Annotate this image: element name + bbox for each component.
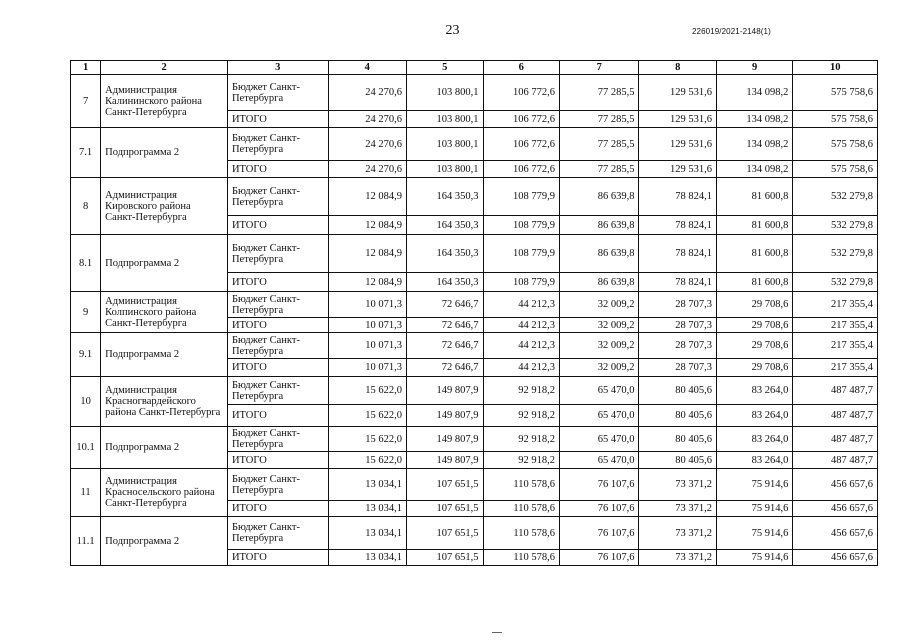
value-cell-col-10: 575 758,6 bbox=[793, 111, 878, 128]
value-cell-col-10: 217 355,4 bbox=[793, 318, 878, 333]
value-cell-col-6: 44 212,3 bbox=[483, 318, 559, 333]
value-cell-col-4: 10 071,3 bbox=[328, 333, 406, 359]
value-cell-col-8: 129 531,6 bbox=[639, 75, 716, 111]
value-cell-col-6: 92 918,2 bbox=[483, 427, 559, 452]
funding-source-label: Бюджет Санкт-Петербурга bbox=[227, 128, 328, 161]
value-cell-col-10: 487 487,7 bbox=[793, 452, 878, 469]
organization-name: Подпрограмма 2 bbox=[101, 427, 228, 469]
funding-source-label: Бюджет Санкт-Петербурга bbox=[227, 377, 328, 405]
value-cell-col-9: 81 600,8 bbox=[716, 216, 792, 235]
value-cell-col-9: 29 708,6 bbox=[716, 359, 792, 377]
funding-source-label: Бюджет Санкт-Петербурга bbox=[227, 469, 328, 501]
row-number: 7 bbox=[71, 75, 101, 128]
value-cell-col-8: 80 405,6 bbox=[639, 427, 716, 452]
value-cell-col-7: 32 009,2 bbox=[559, 333, 638, 359]
table-row-budget bbox=[71, 235, 878, 273]
value-cell-col-8: 78 824,1 bbox=[639, 273, 716, 292]
total-label: ИТОГО bbox=[227, 318, 328, 333]
value-cell-col-4: 10 071,3 bbox=[328, 318, 406, 333]
value-cell-col-9: 29 708,6 bbox=[716, 333, 792, 359]
value-cell-col-5: 149 807,9 bbox=[407, 427, 483, 452]
value-cell-col-6: 106 772,6 bbox=[483, 111, 559, 128]
value-cell-col-7: 77 285,5 bbox=[559, 75, 638, 111]
row-number: 9 bbox=[71, 292, 101, 333]
value-cell-col-7: 65 470,0 bbox=[559, 427, 638, 452]
value-cell-col-6: 106 772,6 bbox=[483, 128, 559, 161]
value-cell-col-8: 73 371,2 bbox=[639, 469, 716, 501]
value-cell-col-5: 72 646,7 bbox=[407, 333, 483, 359]
value-cell-col-7: 77 285,5 bbox=[559, 128, 638, 161]
value-cell-col-9: 29 708,6 bbox=[716, 292, 792, 318]
column-header-10: 10 bbox=[793, 61, 878, 75]
value-cell-col-7: 76 107,6 bbox=[559, 550, 638, 566]
value-cell-col-8: 78 824,1 bbox=[639, 235, 716, 273]
value-cell-col-6: 110 578,6 bbox=[483, 469, 559, 501]
value-cell-col-4: 24 270,6 bbox=[328, 75, 406, 111]
value-cell-col-9: 29 708,6 bbox=[716, 318, 792, 333]
value-cell-col-10: 217 355,4 bbox=[793, 292, 878, 318]
document-code: 226019/2021-2148(1) bbox=[692, 27, 771, 36]
value-cell-col-5: 164 350,3 bbox=[407, 216, 483, 235]
table-row-budget bbox=[71, 128, 878, 161]
value-cell-col-8: 73 371,2 bbox=[639, 550, 716, 566]
value-cell-col-5: 103 800,1 bbox=[407, 128, 483, 161]
value-cell-col-9: 75 914,6 bbox=[716, 550, 792, 566]
value-cell-col-10: 532 279,8 bbox=[793, 178, 878, 216]
value-cell-col-10: 575 758,6 bbox=[793, 75, 878, 111]
value-cell-col-5: 164 350,3 bbox=[407, 178, 483, 216]
value-cell-col-7: 76 107,6 bbox=[559, 517, 638, 550]
value-cell-col-8: 28 707,3 bbox=[639, 333, 716, 359]
value-cell-col-6: 44 212,3 bbox=[483, 292, 559, 318]
value-cell-col-4: 12 084,9 bbox=[328, 216, 406, 235]
value-cell-col-4: 24 270,6 bbox=[328, 111, 406, 128]
row-number: 9.1 bbox=[71, 333, 101, 377]
value-cell-col-9: 83 264,0 bbox=[716, 405, 792, 427]
row-number: 10 bbox=[71, 377, 101, 427]
value-cell-col-5: 107 651,5 bbox=[407, 517, 483, 550]
value-cell-col-4: 13 034,1 bbox=[328, 501, 406, 517]
value-cell-col-4: 15 622,0 bbox=[328, 427, 406, 452]
column-header-1: 1 bbox=[71, 61, 101, 75]
value-cell-col-8: 129 531,6 bbox=[639, 111, 716, 128]
value-cell-col-8: 129 531,6 bbox=[639, 161, 716, 178]
organization-name: Подпрограмма 2 bbox=[101, 235, 228, 292]
value-cell-col-7: 86 639,8 bbox=[559, 273, 638, 292]
value-cell-col-5: 164 350,3 bbox=[407, 235, 483, 273]
value-cell-col-9: 134 098,2 bbox=[716, 75, 792, 111]
value-cell-col-7: 86 639,8 bbox=[559, 178, 638, 216]
value-cell-col-4: 24 270,6 bbox=[328, 161, 406, 178]
column-header-2: 2 bbox=[101, 61, 228, 75]
table-row-budget bbox=[71, 427, 878, 452]
value-cell-col-6: 110 578,6 bbox=[483, 517, 559, 550]
row-number: 8 bbox=[71, 178, 101, 235]
column-header-7: 7 bbox=[559, 61, 638, 75]
value-cell-col-9: 83 264,0 bbox=[716, 427, 792, 452]
value-cell-col-10: 487 487,7 bbox=[793, 377, 878, 405]
table-row-budget bbox=[71, 469, 878, 501]
total-label: ИТОГО bbox=[227, 452, 328, 469]
value-cell-col-5: 72 646,7 bbox=[407, 292, 483, 318]
value-cell-col-9: 75 914,6 bbox=[716, 501, 792, 517]
value-cell-col-9: 134 098,2 bbox=[716, 111, 792, 128]
value-cell-col-7: 65 470,0 bbox=[559, 405, 638, 427]
table-row-budget bbox=[71, 333, 878, 359]
value-cell-col-9: 81 600,8 bbox=[716, 273, 792, 292]
organization-name: Подпрограмма 2 bbox=[101, 517, 228, 566]
page-number: 23 bbox=[445, 23, 460, 38]
table-row-budget bbox=[71, 75, 878, 111]
value-cell-col-5: 107 651,5 bbox=[407, 469, 483, 501]
value-cell-col-7: 32 009,2 bbox=[559, 359, 638, 377]
value-cell-col-7: 86 639,8 bbox=[559, 235, 638, 273]
value-cell-col-10: 456 657,6 bbox=[793, 501, 878, 517]
budget-table bbox=[70, 60, 878, 566]
funding-source-label: Бюджет Санкт-Петербурга bbox=[227, 75, 328, 111]
total-label: ИТОГО bbox=[227, 405, 328, 427]
value-cell-col-6: 92 918,2 bbox=[483, 377, 559, 405]
value-cell-col-10: 487 487,7 bbox=[793, 427, 878, 452]
value-cell-col-4: 13 034,1 bbox=[328, 550, 406, 566]
value-cell-col-8: 28 707,3 bbox=[639, 359, 716, 377]
value-cell-col-9: 134 098,2 bbox=[716, 161, 792, 178]
value-cell-col-6: 106 772,6 bbox=[483, 75, 559, 111]
value-cell-col-9: 134 098,2 bbox=[716, 128, 792, 161]
funding-source-label: Бюджет Санкт-Петербурга bbox=[227, 517, 328, 550]
value-cell-col-5: 103 800,1 bbox=[407, 111, 483, 128]
total-label: ИТОГО bbox=[227, 216, 328, 235]
value-cell-col-4: 15 622,0 bbox=[328, 452, 406, 469]
value-cell-col-8: 28 707,3 bbox=[639, 292, 716, 318]
column-header-3: 3 bbox=[227, 61, 328, 75]
value-cell-col-10: 532 279,8 bbox=[793, 235, 878, 273]
value-cell-col-4: 13 034,1 bbox=[328, 517, 406, 550]
total-label: ИТОГО bbox=[227, 501, 328, 517]
row-number: 8.1 bbox=[71, 235, 101, 292]
row-number: 10.1 bbox=[71, 427, 101, 469]
column-header-9: 9 bbox=[716, 61, 792, 75]
funding-source-label: Бюджет Санкт-Петербурга bbox=[227, 292, 328, 318]
table-row-budget bbox=[71, 377, 878, 405]
value-cell-col-8: 129 531,6 bbox=[639, 128, 716, 161]
column-header-6: 6 bbox=[483, 61, 559, 75]
organization-name: Подпрограмма 2 bbox=[101, 333, 228, 377]
value-cell-col-4: 13 034,1 bbox=[328, 469, 406, 501]
page-mark bbox=[492, 632, 502, 633]
organization-name: Администрация Калининского района Санкт-Петербурга bbox=[101, 75, 228, 128]
value-cell-col-4: 10 071,3 bbox=[328, 292, 406, 318]
funding-source-label: Бюджет Санкт-Петербурга bbox=[227, 178, 328, 216]
value-cell-col-7: 77 285,5 bbox=[559, 161, 638, 178]
value-cell-col-9: 75 914,6 bbox=[716, 469, 792, 501]
value-cell-col-8: 80 405,6 bbox=[639, 377, 716, 405]
organization-name: Администрация Колпинского района Санкт-Петербурга bbox=[101, 292, 228, 333]
table-row-budget bbox=[71, 517, 878, 550]
value-cell-col-7: 32 009,2 bbox=[559, 318, 638, 333]
table-body bbox=[71, 75, 878, 566]
value-cell-col-5: 164 350,3 bbox=[407, 273, 483, 292]
value-cell-col-8: 78 824,1 bbox=[639, 216, 716, 235]
value-cell-col-7: 77 285,5 bbox=[559, 111, 638, 128]
value-cell-col-4: 12 084,9 bbox=[328, 235, 406, 273]
value-cell-col-8: 80 405,6 bbox=[639, 452, 716, 469]
value-cell-col-6: 110 578,6 bbox=[483, 501, 559, 517]
value-cell-col-10: 456 657,6 bbox=[793, 517, 878, 550]
value-cell-col-8: 78 824,1 bbox=[639, 178, 716, 216]
value-cell-col-9: 81 600,8 bbox=[716, 235, 792, 273]
value-cell-col-10: 532 279,8 bbox=[793, 216, 878, 235]
value-cell-col-6: 108 779,9 bbox=[483, 273, 559, 292]
value-cell-col-8: 73 371,2 bbox=[639, 517, 716, 550]
value-cell-col-5: 103 800,1 bbox=[407, 75, 483, 111]
value-cell-col-10: 217 355,4 bbox=[793, 333, 878, 359]
value-cell-col-5: 149 807,9 bbox=[407, 452, 483, 469]
value-cell-col-7: 76 107,6 bbox=[559, 469, 638, 501]
row-number: 7.1 bbox=[71, 128, 101, 178]
value-cell-col-7: 32 009,2 bbox=[559, 292, 638, 318]
value-cell-col-10: 532 279,8 bbox=[793, 273, 878, 292]
organization-name: Администрация Красносельского района Санкт-Петербурга bbox=[101, 469, 228, 517]
total-label: ИТОГО bbox=[227, 550, 328, 566]
value-cell-col-5: 107 651,5 bbox=[407, 501, 483, 517]
value-cell-col-5: 149 807,9 bbox=[407, 405, 483, 427]
value-cell-col-9: 75 914,6 bbox=[716, 517, 792, 550]
value-cell-col-6: 106 772,6 bbox=[483, 161, 559, 178]
value-cell-col-6: 44 212,3 bbox=[483, 333, 559, 359]
value-cell-col-4: 24 270,6 bbox=[328, 128, 406, 161]
table-row-budget bbox=[71, 292, 878, 318]
value-cell-col-7: 65 470,0 bbox=[559, 452, 638, 469]
value-cell-col-5: 107 651,5 bbox=[407, 550, 483, 566]
value-cell-col-4: 15 622,0 bbox=[328, 405, 406, 427]
total-label: ИТОГО bbox=[227, 359, 328, 377]
value-cell-col-6: 92 918,2 bbox=[483, 452, 559, 469]
value-cell-col-6: 108 779,9 bbox=[483, 235, 559, 273]
value-cell-col-9: 83 264,0 bbox=[716, 452, 792, 469]
value-cell-col-4: 12 084,9 bbox=[328, 273, 406, 292]
table-row-budget bbox=[71, 178, 878, 216]
value-cell-col-5: 103 800,1 bbox=[407, 161, 483, 178]
value-cell-col-4: 10 071,3 bbox=[328, 359, 406, 377]
row-number: 11.1 bbox=[71, 517, 101, 566]
total-label: ИТОГО bbox=[227, 161, 328, 178]
header-row bbox=[71, 61, 878, 75]
column-header-5: 5 bbox=[407, 61, 483, 75]
value-cell-col-4: 12 084,9 bbox=[328, 178, 406, 216]
organization-name: Администрация Кировского района Санкт-Петербурга bbox=[101, 178, 228, 235]
row-number: 11 bbox=[71, 469, 101, 517]
funding-source-label: Бюджет Санкт-Петербурга bbox=[227, 235, 328, 273]
funding-source-label: Бюджет Санкт-Петербурга bbox=[227, 427, 328, 452]
value-cell-col-8: 28 707,3 bbox=[639, 318, 716, 333]
value-cell-col-10: 217 355,4 bbox=[793, 359, 878, 377]
value-cell-col-8: 80 405,6 bbox=[639, 405, 716, 427]
value-cell-col-6: 110 578,6 bbox=[483, 550, 559, 566]
value-cell-col-9: 83 264,0 bbox=[716, 377, 792, 405]
value-cell-col-6: 92 918,2 bbox=[483, 405, 559, 427]
value-cell-col-10: 575 758,6 bbox=[793, 128, 878, 161]
column-header-4: 4 bbox=[328, 61, 406, 75]
value-cell-col-5: 72 646,7 bbox=[407, 318, 483, 333]
total-label: ИТОГО bbox=[227, 273, 328, 292]
value-cell-col-4: 15 622,0 bbox=[328, 377, 406, 405]
organization-name: Администрация Красногвардейского района Санкт-Петербурга bbox=[101, 377, 228, 427]
value-cell-col-7: 76 107,6 bbox=[559, 501, 638, 517]
funding-source-label: Бюджет Санкт-Петербурга bbox=[227, 333, 328, 359]
value-cell-col-5: 149 807,9 bbox=[407, 377, 483, 405]
value-cell-col-6: 108 779,9 bbox=[483, 216, 559, 235]
value-cell-col-7: 65 470,0 bbox=[559, 377, 638, 405]
value-cell-col-9: 81 600,8 bbox=[716, 178, 792, 216]
value-cell-col-10: 575 758,6 bbox=[793, 161, 878, 178]
value-cell-col-10: 487 487,7 bbox=[793, 405, 878, 427]
value-cell-col-10: 456 657,6 bbox=[793, 550, 878, 566]
value-cell-col-5: 72 646,7 bbox=[407, 359, 483, 377]
value-cell-col-6: 44 212,3 bbox=[483, 359, 559, 377]
organization-name: Подпрограмма 2 bbox=[101, 128, 228, 178]
total-label: ИТОГО bbox=[227, 111, 328, 128]
value-cell-col-10: 456 657,6 bbox=[793, 469, 878, 501]
column-header-8: 8 bbox=[639, 61, 716, 75]
value-cell-col-6: 108 779,9 bbox=[483, 178, 559, 216]
value-cell-col-7: 86 639,8 bbox=[559, 216, 638, 235]
value-cell-col-8: 73 371,2 bbox=[639, 501, 716, 517]
